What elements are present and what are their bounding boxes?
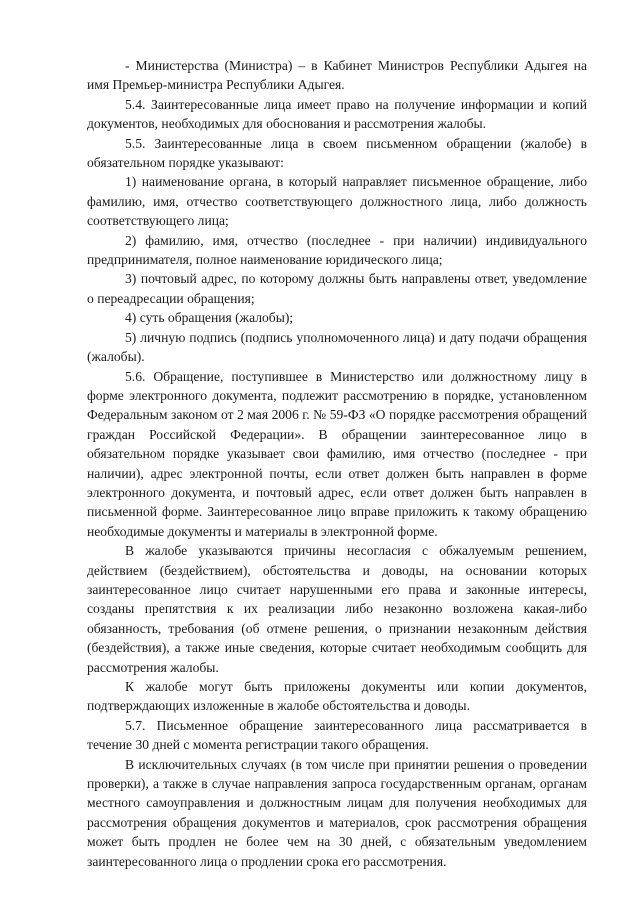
paragraph-attachments: К жалобе могут быть приложены документы или копии документов, подтверждающих изложенные в жалобе обстоятельства и доводы. bbox=[87, 679, 587, 714]
paragraph-5-7: 5.7. Письменное обращение заинтересованного лица рассматривается в течение 30 дней с момента регистрации такого обращения. bbox=[87, 717, 587, 753]
list-item-2: 2) фамилию, имя, отчество (последнее - при наличии) индивидуального предпринимателя, полное наименование юридического лица; bbox=[87, 232, 587, 268]
paragraph-5-5: 5.5. Заинтересованные лица в своем письменном обращении (жалобе) в обязательном порядке указывают: bbox=[87, 135, 587, 171]
paragraph-exceptional-cases: В исключительных случаях (в том числе при принятии решения о проведении проверки), а также в случае направления запроса государственным органам, органам местного самоуправления и должностным лицам для получения необходимых для рассмотрения обращения документов и материалов, срок рассмотрения обращения может быть продлен не более чем на 30 дней, с обязательным уведомлением заинтересованного лица о продлении срока его рассмотрения. bbox=[87, 756, 587, 869]
list-item-5: 5) личную подпись (подпись уполномоченного лица) и дату подачи обращения (жалобы). bbox=[87, 329, 587, 365]
list-item-1: 1) наименование органа, в который направляет письменное обращение, либо фамилию, имя, отчество соответствующего должностного лица, либо должность соответствующего лица; bbox=[87, 174, 587, 229]
paragraph-5-4: 5.4. Заинтересованные лица имеет право на получение информации и копий документов, необходимых для обоснования и рассмотрения жалобы. bbox=[87, 96, 587, 132]
paragraph-complaint-reasons: В жалобе указываются причины несогласия с обжалуемым решением, действием (бездействием), обстоятельства и доводы, на основании которых заинтересованное лицо считает нарушенными его права и законные интересы, созданы препятствия к их реализации либо незаконно возложена какая-либо обязанность, требования (об отмене решения, о признании незаконным действия (бездействия), а также иные сведения, которые считает необходимым сообщить для рассмотрения жалобы. bbox=[87, 543, 587, 675]
list-item-4: 4) суть обращения (жалобы); bbox=[125, 310, 294, 326]
list-item-3: 3) почтовый адрес, по которому должны быть направлены ответ, уведомление о переадресации обращения; bbox=[87, 271, 587, 306]
paragraph-ministry-appeal: - Министерства (Министра) – в Кабинет Министров Республики Адыгея на имя Премьер-министра Республики Адыгея. bbox=[87, 58, 587, 93]
document-page bbox=[87, 56, 587, 871]
paragraph-5-6: 5.6. Обращение, поступившее в Министерство или должностному лицу в форме электронного документа, подлежит рассмотрению в порядке, установленном Федеральным законом от 2 мая 2006 г. № 59-ФЗ «О порядке рассмотрения обращений граждан Российской Федерации». В обращении заинтересованное лицо в обязательном порядке указывает свои фамилию, имя отчество (последнее - при наличии), адрес электронной почты, если ответ должен быть направлен в форме электронного документа, и почтовый адрес, если ответ должен быть направлен в письменной форме. Заинтересованное лицо вправе приложить к такому обращению необходимые документы и материалы в электронной форме. bbox=[87, 368, 587, 539]
